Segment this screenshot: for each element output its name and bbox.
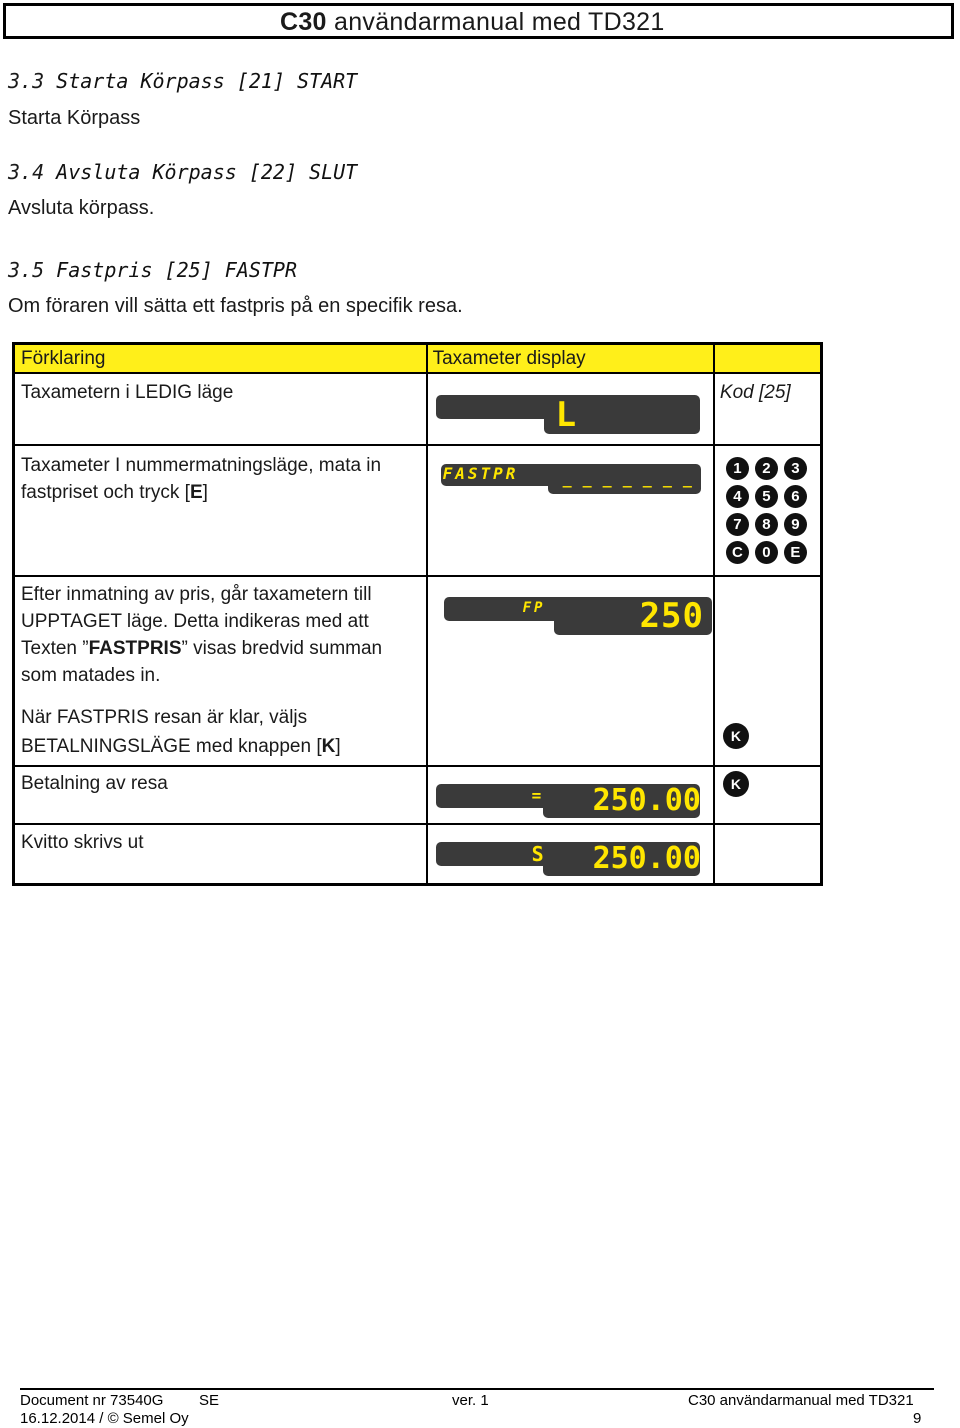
lcd-text-left: FP <box>522 600 546 616</box>
col-header-display: Taxameter display <box>427 344 714 374</box>
key-2[interactable]: 2 <box>755 457 778 480</box>
section-text-3-4: Avsluta körpass. <box>8 197 155 219</box>
key-1[interactable]: 1 <box>726 457 749 480</box>
lcd-display-receipt <box>428 825 713 883</box>
col-header-code <box>714 344 822 374</box>
lcd-display-fastpr <box>428 446 713 575</box>
row5-text-cell <box>14 766 427 824</box>
keypad <box>715 446 820 575</box>
key-k[interactable]: K <box>723 723 749 749</box>
page-title: C30 användarmanual med TD321 <box>280 8 665 36</box>
lcd-digits: 250.00 <box>592 841 701 876</box>
col-header-explanation: Förklaring <box>14 344 427 374</box>
row5-display-cell <box>427 766 714 824</box>
row6-display-cell <box>427 824 714 885</box>
row3-display-cell <box>427 576 714 703</box>
lcd-display-payment <box>428 767 713 823</box>
row2-keypad-cell <box>714 445 822 576</box>
key-0[interactable]: 0 <box>755 541 778 564</box>
lcd-display-ledig <box>428 374 713 444</box>
lcd-digits: 250 <box>639 596 704 636</box>
row5-key-cell <box>714 766 822 824</box>
row1-code-cell <box>714 373 822 445</box>
key-e[interactable]: E <box>784 541 807 564</box>
lcd-text-left: FASTPR <box>442 464 519 483</box>
row3-text: Efter inmatning av pris, går taxametern till UPPTAGET läge. Detta indikeras med att Texten ”FASTPRIS” visas bredvid summan som matades in. <box>21 584 383 686</box>
lcd-left-panel <box>444 597 570 621</box>
row5-text: Betalning av resa <box>21 773 168 794</box>
footer-version: ver. 1 <box>452 1392 489 1409</box>
row3-empty-cell <box>714 576 822 703</box>
section-heading-3-4: 3.4 Avsluta Körpass [22] SLUT <box>8 160 358 184</box>
row2-display-cell <box>427 445 714 576</box>
row6-empty-cell <box>714 824 822 885</box>
row2-text-cell <box>14 445 427 576</box>
row4-key-cell <box>714 703 822 766</box>
lcd-digits: L <box>555 395 578 435</box>
row2-text: Taxameter I nummermatningsläge, mata in fastpriset och tryck [E] <box>21 455 382 503</box>
footer-manual: C30 användarmanual med TD321 <box>688 1392 914 1409</box>
row6-text: Kvitto skrivs ut <box>21 832 144 853</box>
key-6[interactable]: 6 <box>784 485 807 508</box>
key-k[interactable]: K <box>723 771 749 797</box>
row1-display-cell <box>427 373 714 445</box>
footer-doc: Document nr 73540G <box>20 1392 164 1409</box>
code-label: Kod [25] <box>719 382 791 403</box>
key-3[interactable]: 3 <box>784 457 807 480</box>
key-7[interactable]: 7 <box>726 513 749 536</box>
footer-divider <box>20 1388 934 1390</box>
section-heading-3-3: 3.3 Starta Körpass [21] START <box>8 69 358 93</box>
lcd-display-fp <box>428 577 713 703</box>
lcd-digits: _ _ _ _ _ _ _ <box>562 470 693 488</box>
footer-date: 16.12.2014 / © Semel Oy <box>20 1410 189 1427</box>
section-heading-3-5: 3.5 Fastpris [25] FASTPR <box>8 258 297 282</box>
row4-text: När FASTPRIS resan är klar, väljs BETALNINGSLÄGE med knappen [K] <box>21 707 341 757</box>
key-4[interactable]: 4 <box>726 485 749 508</box>
row4-text-cell <box>14 703 427 766</box>
fastpris-table <box>12 342 823 886</box>
row3-text-cell <box>14 576 427 703</box>
lcd-text-left: S <box>531 842 545 866</box>
section-text-3-3: Starta Körpass <box>8 107 141 129</box>
row6-text-cell <box>14 824 427 885</box>
section-text-3-5: Om föraren vill sätta ett fastpris på en specifik resa. <box>8 295 463 317</box>
lcd-left-panel <box>436 395 556 419</box>
row4-display-cell <box>427 703 714 766</box>
row1-text: Taxametern i LEDIG läge <box>21 382 234 403</box>
key-5[interactable]: 5 <box>755 485 778 508</box>
lcd-text-left: = <box>531 786 543 805</box>
footer-lang: SE <box>199 1392 220 1409</box>
key-9[interactable]: 9 <box>784 513 807 536</box>
key-8[interactable]: 8 <box>755 513 778 536</box>
footer-page-number: 9 <box>913 1410 922 1427</box>
row1-text-cell <box>14 373 427 445</box>
lcd-digits: 250.00 <box>592 783 701 818</box>
key-c[interactable]: C <box>726 541 749 564</box>
